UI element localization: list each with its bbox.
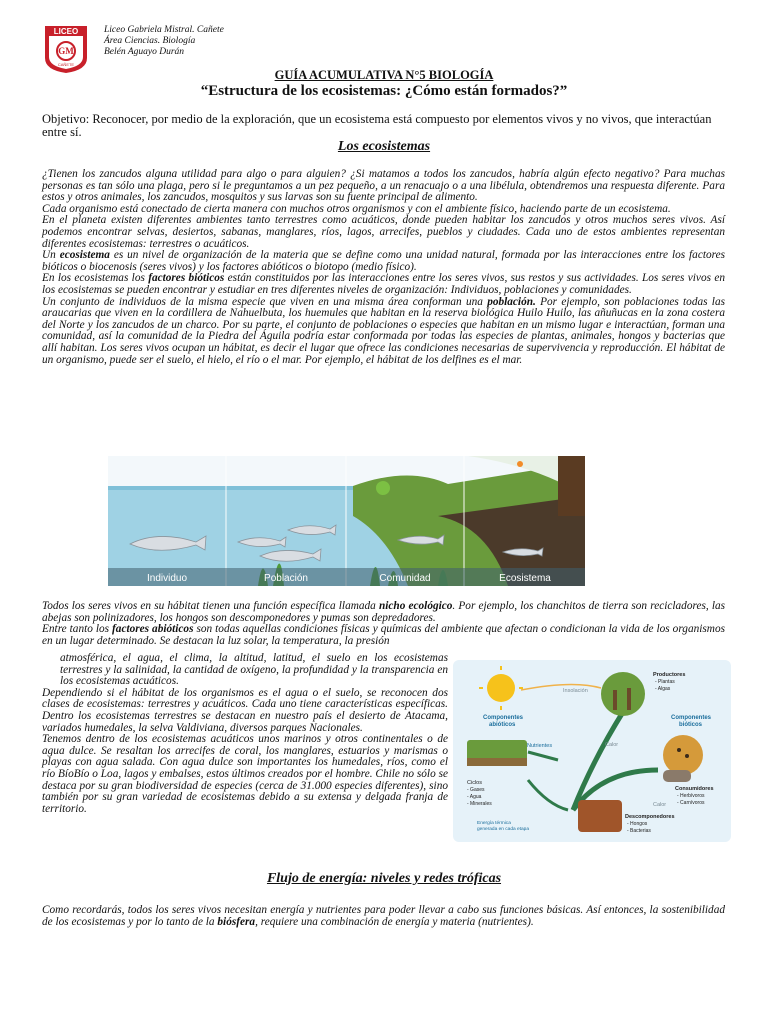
- paragraph-abioticos-cont: atmosférica, el agua, el clima, la altitud, latitud, el suelo en los ecosistemas terrestres y la salinidad, la cantidad de oxígeno, la profundidad y la transparencia en los ecosistemas acuáticos.: [60, 652, 448, 688]
- body-paragraph: [42, 169, 725, 366]
- label-bacterias: - Bacterias: [627, 828, 651, 834]
- label-hongos: - Hongos: [627, 821, 648, 827]
- logo-bottom-text: CAÑETE: [57, 62, 75, 67]
- body-paragraph: [42, 601, 725, 647]
- paragraph-flujo: Como recordarás, todos los seres vivos necesitan energía y nutrientes para poder llevar a cabo sus funciones básicas. Así entonces, la sostenibilidad de los ecosistemas y por lo tanto de la biósfera, requiere una combinación de energía y materia (nutrientes).: [42, 904, 725, 928]
- label-insolacion: Insolación: [563, 688, 588, 694]
- label-carnivoros: - Carnívoros: [677, 800, 705, 806]
- section-heading-flujo: Flujo de energía: niveles y redes tróficas: [266, 871, 502, 886]
- paragraph-ecosistema: Un ecosistema es un nivel de organización de la materia que se define como una unidad natural, formada por las interacciones entre los factores bióticos o biocenosis (seres vivos) y los factores abióticos o biotopo (medio físico).: [42, 249, 726, 273]
- logo-initials: GM: [58, 46, 74, 56]
- level-label-individuo: Individuo: [146, 573, 188, 584]
- school-line: Belén Aguayo Durán: [104, 47, 185, 57]
- body-column: [42, 653, 448, 815]
- guide-title: GUÍA ACUMULATIVA N°5 BIOLOGÍA: [274, 68, 494, 82]
- label-minerales: - Minerales: [467, 801, 492, 807]
- level-label-comunidad: Comunidad: [379, 573, 431, 584]
- label-algas: - Algas: [655, 686, 671, 692]
- logo-top-text: LICEO: [53, 27, 79, 36]
- paragraph-clases: Dependiendo si el hábitat de los organismos es el agua o el suelo, se reconocen dos clases de ecosistemas: terrestres y acuáticos. Cada uno tiene características específicas. Dentro los ecosistemas terrestres se destacan en nuestro país el desierto de Atacama, variados humedales, la selva Valdiviana, diversos parques Nacionales.: [42, 686, 448, 734]
- sun-icon: [487, 674, 515, 702]
- label-agua: - Agua: [467, 794, 482, 800]
- level-label-ecosistema: Ecosistema: [499, 573, 551, 584]
- paragraph-zancudos: ¿Tienen los zancudos alguna utilidad para algo o para alguien? ¿Si matamos a todos los zancudos, habría algún efecto negativo? Para muchas personas es tan sólo una plaga, pero si le preguntamos a un pez pequeño, a un renacuajo o a una libélula, obtendremos una respuesta diferente. Para estos y otros animales, los zancudos, mosquitos y sus larvas son su fuente principal de alimento.: [42, 168, 725, 204]
- label-abioticos-2: abióticos: [489, 722, 516, 728]
- section-heading-ecosistemas: Los ecosistemas: [337, 139, 431, 154]
- label-herbivoros: - Herbívoros: [677, 793, 705, 799]
- school-logo: [43, 24, 89, 74]
- paragraph-acuaticos: Tenemos dentro de los ecosistemas acuáticos unos marinos y otros continentales o de agua dulce. Se resaltan los arrecifes de coral, los manglares, estuarios y marismas o playas con agua salada. Con agua dulce son importantes los humedales, ríos, como el río BíoBío o Loa, lagos y embalses, estos últimos creados por el hombre. Chile no sólo se destaca por su gran biodiversidad de especies (cerca de 31.000 especies diferentes), sino también por su gran variedad de ecosistemas debido a su extensa y delgada franja de territorio.: [42, 733, 448, 815]
- label-abioticos-1: Componentes: [483, 715, 524, 721]
- ecosystem-components-diagram: [453, 660, 731, 842]
- label-ciclos: Ciclos: [467, 780, 482, 786]
- label-productores: Productores: [653, 672, 686, 678]
- label-energia-2: generada en cada etapa: [477, 827, 530, 832]
- school-info: [104, 25, 224, 58]
- paragraph-abioticos: Entre tanto los factores abióticos son todas aquellas condiciones físicas y químicas del ambiente que afectan o condicionan la vida de los organismos en un lugar determinado. Se destacan la luz solar, la temperatura, la presión: [42, 623, 725, 647]
- label-gases: - Gases: [467, 787, 485, 793]
- label-calor-1: Calor: [605, 742, 619, 748]
- school-line: Liceo Gabriela Mistral. Cañete: [104, 25, 224, 35]
- paragraph-organismo: Cada organismo está conectado de cierta manera con muchos otros organismos y con el ambiente físico, haciendo parte de un ecosistema.: [42, 202, 671, 215]
- label-bioticos-2: bióticos: [679, 722, 703, 728]
- label-descomponedores: Descomponedores: [625, 814, 675, 820]
- label-bioticos-1: Componentes: [671, 715, 712, 721]
- level-label-poblacion: Población: [264, 573, 308, 584]
- label-energia-1: Energía térmica: [477, 821, 511, 826]
- paragraph-bioticos: En los ecosistemas los factores bióticos están constituidos por las interacciones entre los seres vivos, sus restos y sus actividades. Los seres vivos en los ecosistemas se pueden encontrar y estudiar en tres diferentes niveles de organización: Individuos, poblaciones y comunidades.: [42, 272, 725, 296]
- label-nutrientes: Nutrientes: [527, 743, 553, 749]
- page-title: “Estructura de los ecosistemas: ¿Cómo están formados?”: [200, 83, 568, 99]
- paragraph-nicho: Todos los seres vivos en su hábitat tienen una función específica llamada nicho ecológico. Por ejemplo, los chanchitos de tierra son recicladores, las abejas son polinizadores, los hongos son descomponedores y pumas son depredadores.: [42, 600, 726, 624]
- school-line: Área Ciencias. Biología: [104, 36, 196, 46]
- label-plantas: - Plantas: [655, 679, 675, 685]
- label-calor-2: Calor: [653, 802, 667, 808]
- organization-levels-figure: [108, 456, 585, 586]
- objective: Objetivo: Reconocer, por medio de la exploración, que un ecosistema está compuesto por elementos vivos y no vivos, que interactúan entre sí.: [42, 112, 712, 139]
- paragraph-poblacion: Un conjunto de individuos de la misma especie que viven en una misma área conforman una población. Por ejemplo, son poblaciones todas las araucarias que viven en la cordillera de Nahuelbuta, los huemules que habitan en la reserva biológica Huilo Huilo, las añuñucas en la zona costera del Norte y los zancudos de un charco. Por su parte, el conjunto de poblaciones o especies que habitan en un mismo lugar e interactúan, forman una comunidad, así la comunidad de la Piedra del Águila podría estar conformada por todas las especies de plantas, animales, hongos y bacterias que allí habitan. Los seres vivos ocupan un hábitat, es decir el lugar que ofrece las condiciones necesarias de supervivencia y reproducción. El hábitat de un organismo, puede ser el suelo, el hielo, el río o el mar. Por ejemplo, el hábitat de los delfines es el mar.: [42, 295, 725, 366]
- label-consumidores: Consumidores: [675, 786, 714, 792]
- paragraph-planeta: En el planeta existen diferentes ambientes tanto terrestres como acuáticos, donde pueden habitar los zancudos y otros muchos seres vivos. Así podemos encontrar selvas, desiertos, sabanas, manglares, ríos, lagos, arrecifes, pueblos y ciudades. Cada uno de estos ambientes representan diferentes ecosistemas: terrestres o acuáticos.: [42, 214, 725, 250]
